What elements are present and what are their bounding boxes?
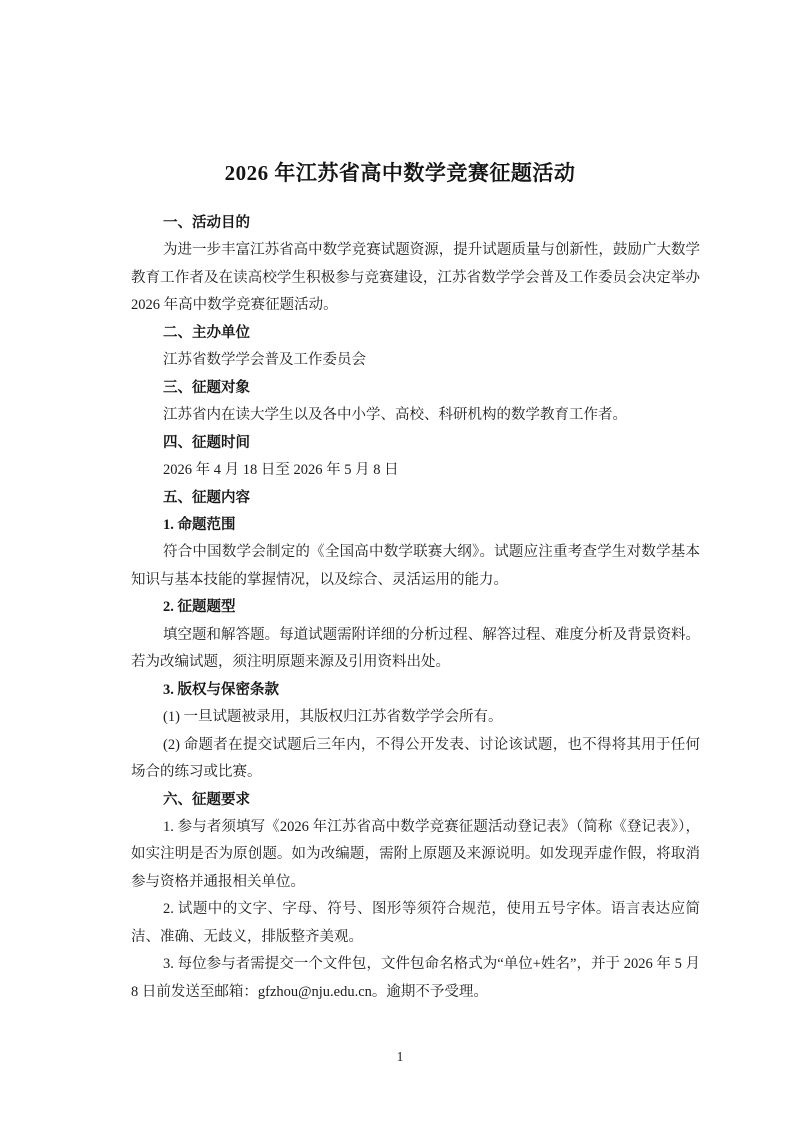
subsection-heading-problem-scope: 1. 命题范围: [163, 516, 236, 533]
list-item-copyright-1: (1) 一旦试题被录用，其版权归江苏省数学学会所有。: [163, 709, 503, 726]
document-body: [131, 210, 700, 1006]
section-heading-activity-purpose: 一、活动目的: [163, 215, 250, 231]
page-number: 1: [396, 1049, 404, 1064]
section-heading-solicitation-time: 四、征题时间: [163, 434, 250, 451]
paragraph-requirement-2: 2. 试题中的文字、字母、符号、图形等须符合规范，使用五号字体。语言表达应简洁、准确、无歧义，排版整齐美观。: [131, 901, 700, 945]
subsection-heading-problem-types: 2. 征题题型: [163, 599, 236, 616]
paragraph-requirement-1: 1. 参与者须填写《2026 年江苏省高中数学竞赛征题活动登记表》（简称《登记表》），如实注明是否为原创题。如为改编题，需附上原题及来源说明。如发现弄虚作假，将取消参与资格并通报相关单位。: [131, 818, 700, 890]
section-heading-requirements: 六、征题要求: [163, 791, 250, 808]
section-heading-solicitation-content: 五、征题内容: [163, 489, 250, 506]
document-title: 2026 年江苏省高中数学竞赛征题活动: [224, 161, 576, 185]
paragraph-activity-purpose: 为进一步丰富江苏省高中数学竞赛试题资源，提升试题质量与创新性，鼓励广大数学教育工作者及在读高校学生积极参与竞赛建设，江苏省数学学会普及工作委员会决定举办 2026 年高中数学竞赛征题活动。: [131, 242, 700, 314]
paragraph-solicitation-time: 2026 年 4 月 18 日至 2026 年 5 月 8 日: [163, 462, 399, 479]
paragraph-organizer: 江苏省数学学会普及工作委员会: [163, 352, 366, 369]
paragraph-problem-types: 填空题和解答题。每道试题需附详细的分析过程、解答过程、难度分析及背景资料。若为改编试题，须注明原题来源及引用资料出处。: [131, 626, 700, 671]
paragraph-requirement-3: 3. 每位参与者需提交一个文件包，文件包命名格式为“单位+姓名”，并于 2026 年 5 月 8 日前发送至邮箱：gfzhou@nju.edu.cn。逾期不予受理。: [131, 956, 700, 1000]
paragraph-problem-scope: 符合中国数学会制定的《全国高中数学联赛大纲》。试题应注重考查学生对数学基本知识与基本技能的掌握情况，以及综合、灵活运用的能力。: [131, 544, 700, 588]
section-heading-organizer: 二、主办单位: [163, 324, 250, 341]
paragraph-target-audience: 江苏省内在读大学生以及各中小学、高校、科研机构的数学教育工作者。: [163, 407, 627, 424]
section-heading-target-audience: 三、征题对象: [163, 379, 250, 396]
subsection-heading-copyright-confidentiality: 3. 版权与保密条款: [163, 681, 279, 698]
list-item-copyright-2: (2) 命题者在提交试题后三年内，不得公开发表、讨论该试题，也不得将其用于任何场合的练习或比赛。: [131, 736, 700, 781]
